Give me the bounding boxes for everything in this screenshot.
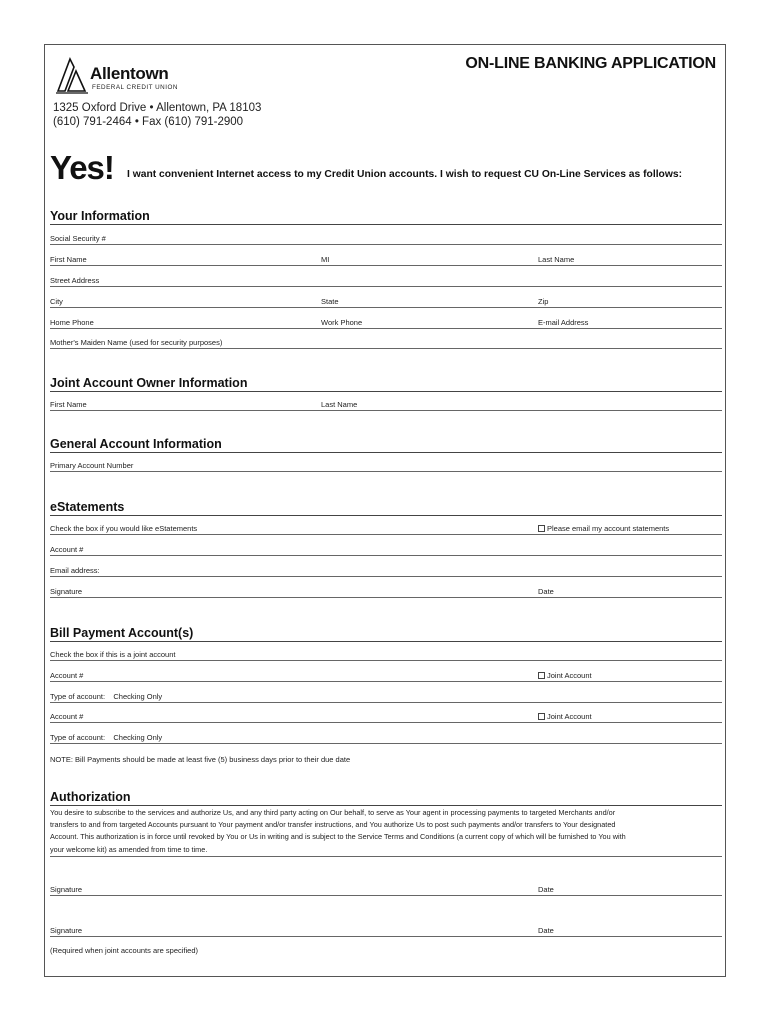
allentown-logo-icon [54, 53, 90, 95]
field-label: Street Address [50, 276, 100, 285]
primary-account-field[interactable] [50, 460, 722, 472]
name-row [50, 254, 722, 266]
option-label: Please email my account statements [547, 524, 670, 533]
estatements-instruction: Check the box if you would like eStatements [50, 524, 198, 533]
bill-pay-account-row-1 [50, 670, 722, 682]
maiden-name-field[interactable] [50, 337, 722, 349]
first-name-field[interactable]: First Name [50, 255, 87, 264]
ssn-field[interactable] [50, 233, 722, 245]
field-label: Primary Account Number [50, 461, 134, 470]
bill-pay-instruction: Check the box if this is a joint account [50, 650, 176, 659]
estatements-account-field[interactable] [50, 544, 722, 556]
authorization-line: You desire to subscribe to the services and authorize Us, and any third party acting on Our behalf, to serve as Your agent in processing payments to targeted Merchants and/or [50, 808, 616, 817]
estatements-signature-row [50, 586, 722, 598]
account-type-row-1 [50, 691, 722, 703]
bill-pay-instruction-row [50, 649, 722, 661]
date-field[interactable]: Date [538, 926, 554, 935]
phone-email-row [50, 317, 722, 329]
joint-name-row [50, 399, 722, 411]
phone-line: (610) 791-2464 • Fax (610) 791-2900 [53, 116, 244, 128]
checkbox-icon[interactable] [538, 713, 545, 720]
joint-last-name-field[interactable]: Last Name [321, 400, 358, 409]
estatements-email-field[interactable] [50, 565, 722, 577]
field-label: Account # [50, 545, 84, 554]
email-field[interactable]: E-mail Address [538, 318, 589, 327]
joint-account-option[interactable] [538, 712, 592, 721]
logo-subtitle: FEDERAL CREDIT UNION [92, 84, 178, 91]
signature-field[interactable]: Signature [50, 926, 83, 935]
bill-pay-account-row-2 [50, 711, 722, 723]
intro-text: I want convenient Internet access to my Credit Union accounts. I wish to request CU On-Line Services as follows: [127, 169, 683, 180]
account-type-label [50, 692, 162, 701]
section-estatements: eStatements [50, 500, 722, 516]
email-statements-option[interactable] [538, 524, 669, 533]
section-joint-owner: Joint Account Owner Information [50, 376, 722, 392]
joint-account-option[interactable] [538, 671, 592, 680]
authorization-signature-row-1 [50, 884, 722, 896]
home-phone-field[interactable]: Home Phone [50, 318, 94, 327]
joint-signature-note: (Required when joint accounts are specified) [50, 946, 198, 955]
zip-field[interactable]: Zip [538, 297, 549, 306]
application-form [44, 44, 726, 977]
account-field[interactable]: Account # [50, 712, 84, 721]
type-value: Checking Only [113, 733, 163, 742]
authorization-line: your welcome kit) as amended from time to time. [50, 844, 722, 857]
section-authorization: Authorization [50, 790, 722, 806]
street-address-field[interactable] [50, 275, 722, 287]
section-your-information: Your Information [50, 209, 722, 225]
authorization-text [50, 807, 722, 857]
last-name-field[interactable]: Last Name [538, 255, 575, 264]
section-general-account: General Account Information [50, 437, 722, 453]
field-label: Email address: [50, 566, 100, 575]
authorization-signature-row-2 [50, 925, 722, 937]
logo-name: Allentown [90, 64, 169, 83]
page-title: ON-LINE BANKING APPLICATION [465, 55, 716, 72]
estatements-check-row [50, 523, 722, 535]
state-field[interactable]: State [321, 297, 339, 306]
checkbox-icon[interactable] [538, 525, 545, 532]
checkbox-icon[interactable] [538, 672, 545, 679]
city-state-zip-row [50, 296, 722, 308]
field-label: Social Security # [50, 234, 106, 243]
type-label: Type of account: [50, 692, 106, 701]
bill-pay-note: NOTE: Bill Payments should be made at least five (5) business days prior to their due date [50, 755, 351, 764]
mi-field[interactable]: MI [321, 255, 330, 264]
field-label: Mother's Maiden Name (used for security purposes) [50, 338, 223, 347]
authorization-line: transfers to and from targeted Accounts pursuant to Your payment and/or transfer instructions, and You authorize Us to post such payments and/or transfers to Your designated [50, 820, 616, 830]
address-block [53, 101, 261, 129]
type-label: Type of account: [50, 733, 106, 742]
date-field[interactable]: Date [538, 587, 554, 596]
address-line: 1325 Oxford Drive • Allentown, PA 18103 [53, 102, 262, 114]
option-label: Joint Account [547, 671, 592, 680]
option-label: Joint Account [547, 712, 592, 721]
signature-field[interactable]: Signature [50, 885, 83, 894]
city-field[interactable]: City [50, 297, 63, 306]
account-type-row-2 [50, 732, 722, 744]
yes-heading: Yes! [50, 149, 114, 186]
joint-first-name-field[interactable]: First Name [50, 400, 87, 409]
signature-field[interactable]: Signature [50, 587, 83, 596]
date-field[interactable]: Date [538, 885, 554, 894]
section-bill-payment: Bill Payment Account(s) [50, 626, 722, 642]
credit-union-logo [54, 53, 224, 99]
account-field[interactable]: Account # [50, 671, 84, 680]
intro-row [50, 149, 722, 185]
work-phone-field[interactable]: Work Phone [321, 318, 363, 327]
type-value: Checking Only [113, 692, 163, 701]
account-type-label [50, 733, 162, 742]
authorization-line: Account. This authorization is in force until revoked by You or Us in writing and is subject to the Service Terms and Conditions (a current copy of which will be furnished to You with [50, 832, 626, 842]
